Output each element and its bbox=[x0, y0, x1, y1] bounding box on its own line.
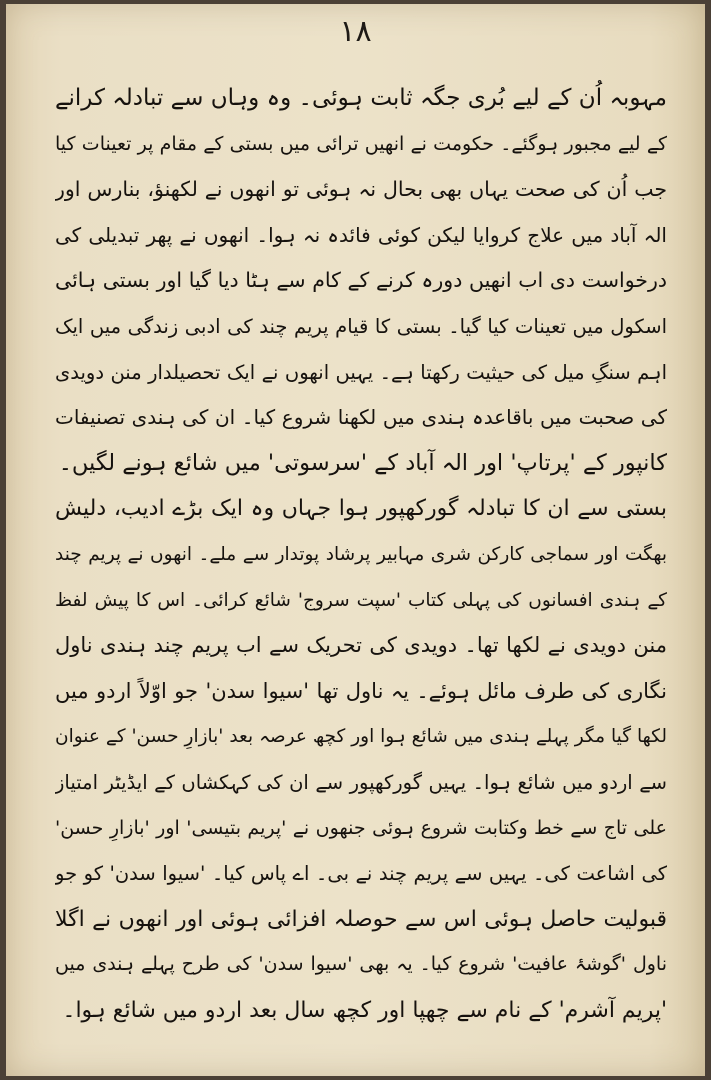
text-line: اسکول میں تعینات کیا گیا۔ بستی کا قیام پریم چند کی ادبی زندگی میں ایک bbox=[55, 314, 667, 338]
text-line: درخواست دی اب انھیں دورہ کرنے کے کام سے ہٹا دیا گیا اور بستی ہائی bbox=[55, 268, 667, 293]
text-line: نگاری کی طرف مائل ہوئے۔ یہ ناول تھا 'سیوا سدن' جو اوّلاً اردو میں bbox=[55, 678, 667, 703]
text-line: کے ہندی افسانوں کی پہلی کتاب 'سپت سروج' شائع کرائی۔ اس کا پیش لفظ bbox=[55, 589, 667, 611]
text-line: الہ آباد میں علاج کروایا لیکن کوئی فائدہ نہ ہوا۔ انھوں نے پھر تبدیلی کی bbox=[55, 222, 667, 247]
text-line: کانپور کے 'پرتاپ' اور الہ آباد کے 'سرسوتی' میں شائع ہونے لگیں۔ bbox=[58, 449, 667, 476]
text-line: بھگت اور سماجی کارکن شری مہابیر پرشاد پوتدار سے ملے۔ انھوں نے پریم چند bbox=[55, 543, 667, 565]
text-line: سے اردو میں شائع ہوا۔ یہیں گورکھپور سے ان کی کہکشاں کے ایڈیٹر امتیاز bbox=[55, 770, 667, 794]
text-line: علی تاج سے خط وکتابت شروع ہوئی جنھوں نے 'پریم بتیسی' اور 'بازارِ حسن' bbox=[55, 816, 667, 839]
page-number: ۱۸ bbox=[339, 14, 372, 49]
text-line: کے لیے مجبور ہوگئے۔ حکومت نے انھیں ترائی میں بستی کے مقام پر تعینات کیا bbox=[55, 132, 667, 155]
text-line: کی اشاعت کی۔ یہیں سے پریم چند نے بی۔ اے پاس کیا۔ 'سیوا سدن' کو جو bbox=[55, 862, 667, 886]
text-line: جب اُن کی صحت یہاں بھی بحال نہ ہوئی تو انھوں نے لکھنؤ، بنارس اور bbox=[55, 177, 667, 202]
book-page bbox=[6, 4, 705, 1076]
body-text bbox=[55, 76, 667, 1033]
text-line: مہوبہ اُن کے لیے بُری جگہ ثابت ہوئی۔ وہ وہاں سے تبادلہ کرانے bbox=[55, 85, 667, 111]
text-line: اہم سنگِ میل کی حیثیت رکھتا ہے۔ یہیں انھوں نے ایک تحصیلدار منن دویدی bbox=[55, 360, 667, 384]
text-line: بستی سے ان کا تبادلہ گورکھپور ہوا جہاں وہ ایک بڑے ادیب، دلیش bbox=[55, 496, 667, 522]
text-line: 'پریم آشرم' کے نام سے چھپا اور کچھ سال بعد اردو میں شائع ہوا۔ bbox=[62, 997, 667, 1023]
text-line: لکھا گیا مگر پہلے ہندی میں شائع ہوا اور کچھ عرصہ بعد 'بازارِ حسن' کے عنوان bbox=[55, 726, 667, 748]
text-line: ناول 'گوشۂ عافیت' شروع کیا۔ یہ بھی 'سیوا سدن' کی طرح پہلے ہندی میں bbox=[55, 953, 667, 976]
text-line: کی صحبت میں باقاعدہ ہندی میں لکھنا شروع کیا۔ ان کی ہندی تصنیفات bbox=[55, 405, 667, 430]
text-line: قبولیت حاصل ہوئی اس سے حوصلہ افزائی ہوئی اور انھوں نے اگلا bbox=[55, 906, 667, 932]
text-line: منن دویدی نے لکھا تھا۔ دویدی کی تحریک سے اب پریم چند ہندی ناول bbox=[55, 633, 667, 658]
